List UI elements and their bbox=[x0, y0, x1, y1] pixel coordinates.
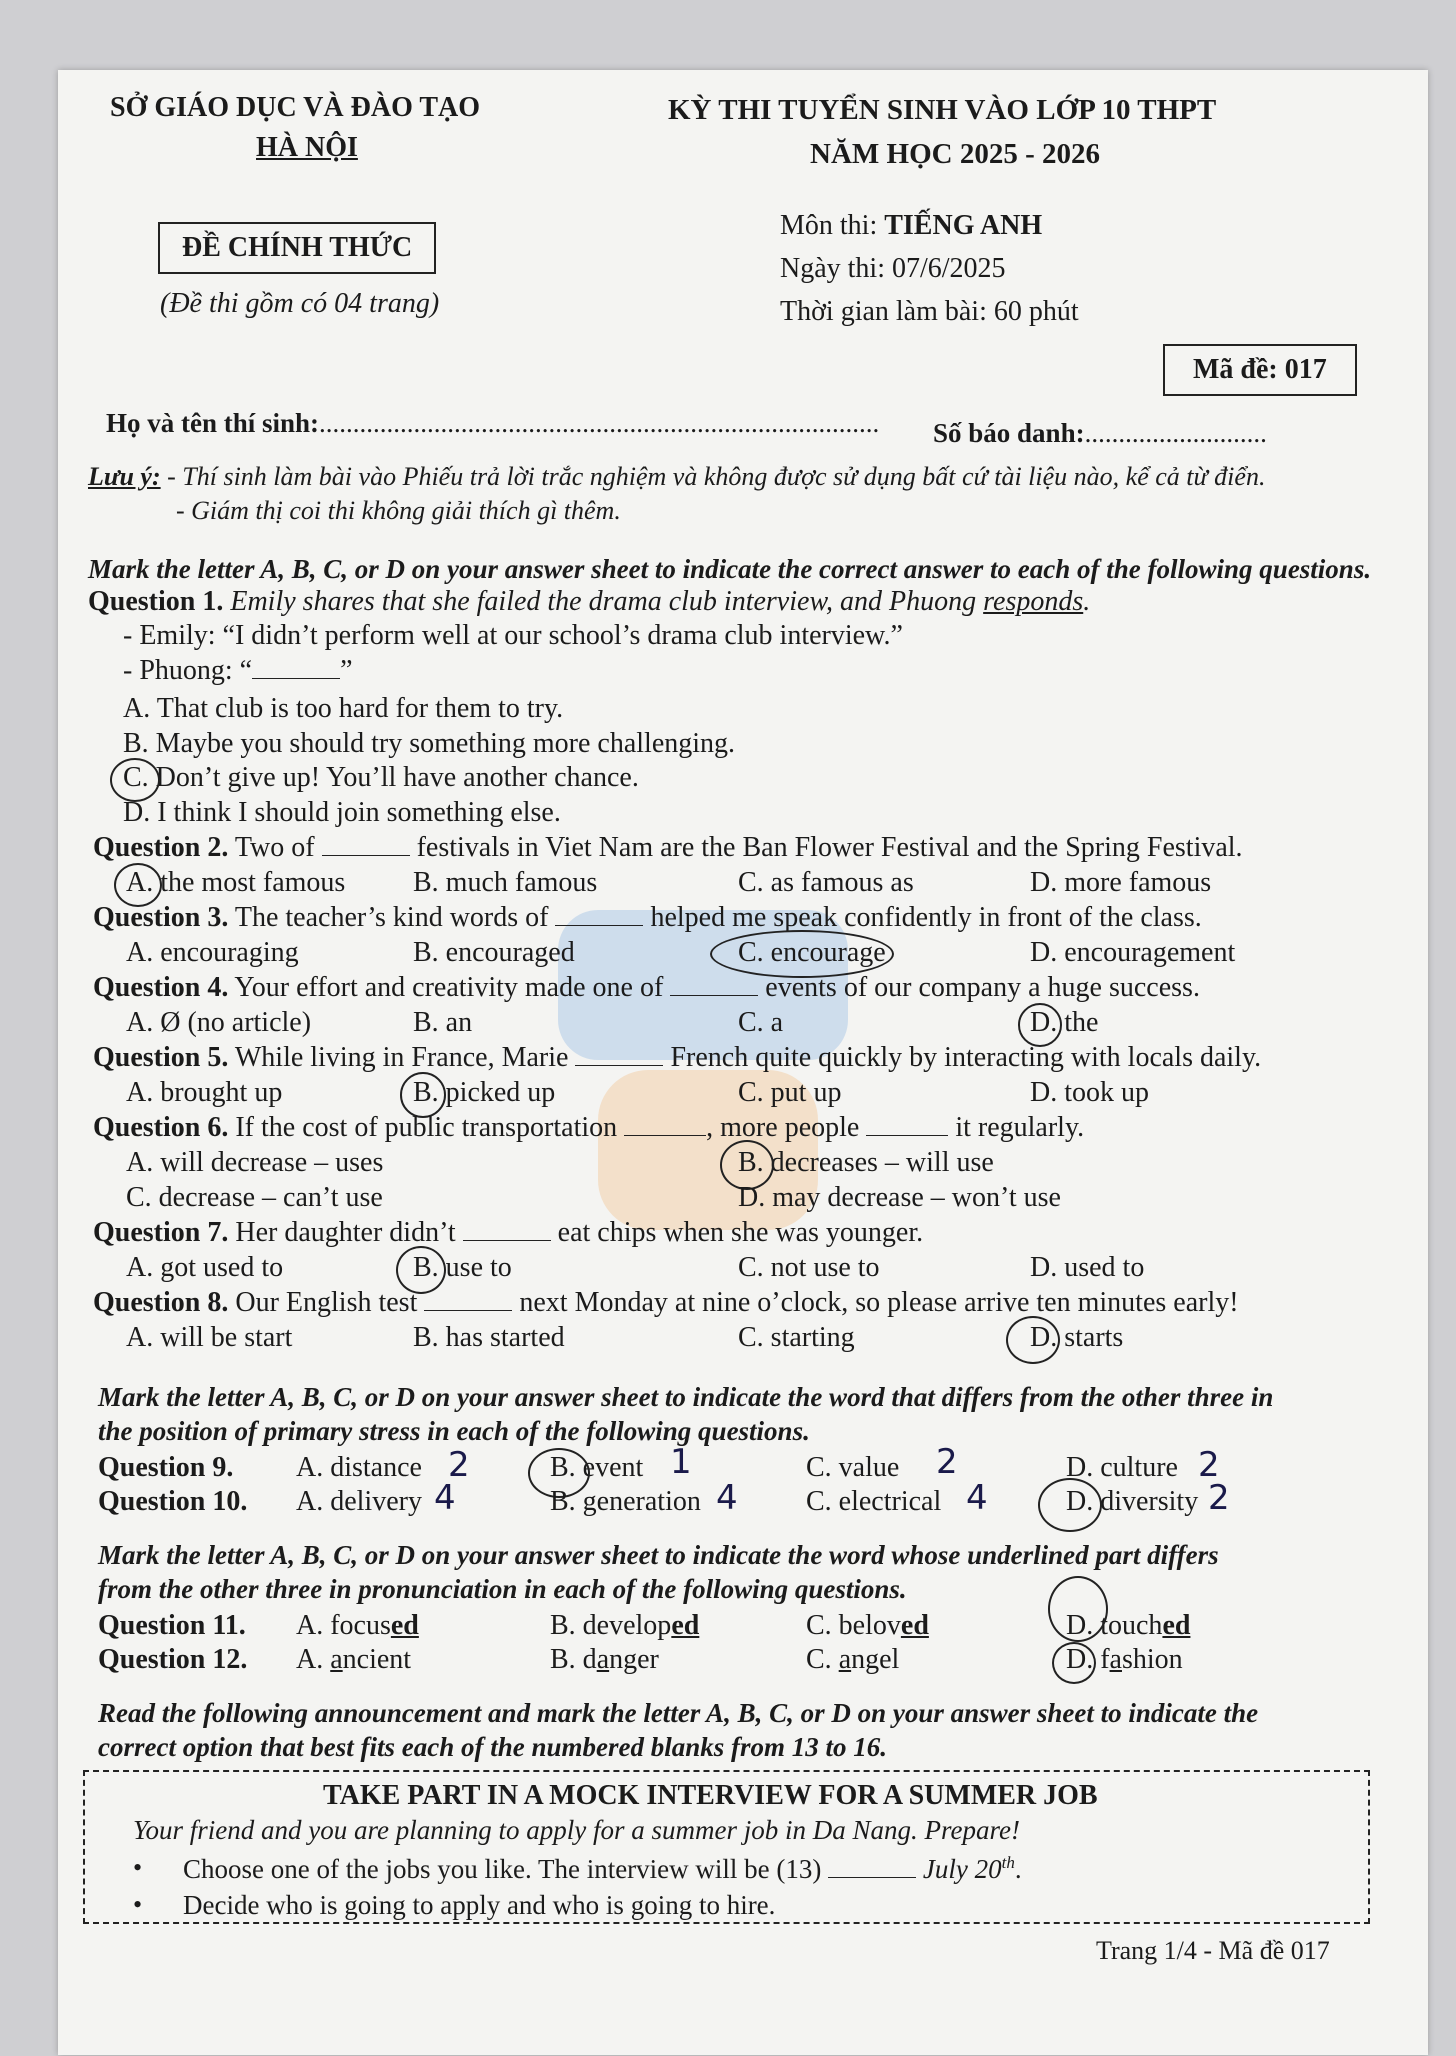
subject-label: Môn thi: bbox=[780, 210, 885, 241]
q5-blank bbox=[575, 1065, 663, 1066]
org-line-1: SỞ GIÁO DỤC VÀ ĐÀO TẠO bbox=[110, 92, 481, 123]
blank-13 bbox=[828, 1877, 916, 1878]
q3-stem-end: helped me speak confidently in front of the class. bbox=[643, 902, 1202, 933]
announcement-title: TAKE PART IN A MOCK INTERVIEW FOR A SUMMER JOB bbox=[323, 1780, 1098, 1811]
notes-text-1: - Thí sinh làm bài vào Phiếu trả lời trắc nghiệm và không được sử dụng bất cứ tài liệu nào, kể cả từ điển. bbox=[167, 462, 1266, 491]
q5-option-b[interactable]: B. picked up bbox=[413, 1077, 556, 1108]
q7-option-b[interactable]: B. use to bbox=[413, 1252, 512, 1283]
q4-option-b[interactable]: B. an bbox=[413, 1007, 473, 1038]
q11-option-b[interactable] bbox=[550, 1610, 699, 1642]
q4-label: Question 4. bbox=[93, 972, 229, 1003]
q12-label: Question 12. bbox=[98, 1644, 248, 1675]
q1-emily-line: - Emily: “I didn’t perform well at our school’s drama club interview.” bbox=[123, 620, 903, 651]
notes-line-2: - Giám thị coi thi không giải thích gì thêm. bbox=[176, 496, 621, 525]
q11-c-text: C. belov bbox=[806, 1610, 901, 1641]
notes-label: Lưu ý: bbox=[88, 462, 161, 491]
section3-instruction-2: from the other three in pronunciation in each of the following questions. bbox=[98, 1574, 907, 1604]
q1-phuong-text: - Phuong: “ bbox=[123, 655, 253, 686]
notes-line-1 bbox=[88, 462, 1265, 492]
q7-label: Question 7. bbox=[93, 1217, 229, 1248]
bullet1-suffix: th bbox=[1001, 1853, 1015, 1872]
q3-option-d[interactable]: D. encouragement bbox=[1030, 937, 1236, 968]
q2-label: Question 2. bbox=[93, 832, 229, 863]
q6-option-a[interactable]: A. will decrease – uses bbox=[126, 1147, 384, 1178]
q8-blank bbox=[424, 1310, 512, 1311]
q11-b-text: B. develop bbox=[550, 1610, 672, 1641]
exam-duration: Thời gian làm bài: 60 phút bbox=[780, 296, 1079, 327]
q7-stem-end: eat chips when she was younger. bbox=[550, 1217, 924, 1248]
bullet1-text: Choose one of the jobs you like. The interview will be (13) bbox=[183, 1854, 829, 1884]
q3-option-c[interactable]: C. encourage bbox=[738, 937, 886, 968]
q8-option-d[interactable]: D. starts bbox=[1030, 1322, 1124, 1353]
q7-stem-text: Her daughter didn’t bbox=[235, 1217, 463, 1248]
q1-option-a[interactable]: A. That club is too hard for them to try. bbox=[123, 693, 564, 724]
q9-label: Question 9. bbox=[98, 1452, 234, 1483]
q1-option-b[interactable]: B. Maybe you should try something more challenging. bbox=[123, 728, 736, 759]
q2-blank bbox=[322, 855, 410, 856]
q10-option-b[interactable]: B. generation bbox=[550, 1486, 701, 1517]
q5-stem-text: While living in France, Marie bbox=[234, 1042, 576, 1073]
q12-c-text: C. bbox=[806, 1644, 839, 1675]
q9-note-a: 2 bbox=[448, 1445, 470, 1485]
q12-c-underlined: a bbox=[838, 1644, 852, 1675]
q8-stem-text: Our English test bbox=[235, 1287, 425, 1318]
q1-blank bbox=[252, 678, 340, 679]
q3-blank bbox=[555, 925, 643, 926]
bullet1-date: July 20 bbox=[916, 1854, 1002, 1884]
q8-option-a[interactable]: A. will be start bbox=[126, 1322, 293, 1353]
q6-stem-text: If the cost of public transportation bbox=[235, 1112, 625, 1143]
section4-instruction-2: correct option that best fits each of the numbered blanks from 13 to 16. bbox=[98, 1732, 888, 1762]
q4-blank bbox=[670, 995, 758, 996]
bullet1-end: . bbox=[1014, 1854, 1022, 1884]
q11-option-c[interactable] bbox=[806, 1610, 929, 1642]
q5-option-c[interactable]: C. put up bbox=[738, 1077, 842, 1108]
q10-label: Question 10. bbox=[98, 1486, 248, 1517]
school-year: NĂM HỌC 2025 - 2026 bbox=[810, 138, 1100, 170]
pages-note: (Đề thi gồm có 04 trang) bbox=[160, 288, 440, 319]
page-footer: Trang 1/4 - Mã đề 017 bbox=[1096, 1936, 1330, 1965]
exam-page bbox=[58, 70, 1428, 2055]
announcement-bullet-2: • Decide who is going to apply and who is going to hire. bbox=[183, 1890, 775, 1921]
q10-note-a: 4 bbox=[434, 1478, 456, 1518]
q8-label: Question 8. bbox=[93, 1287, 229, 1318]
q7-option-a[interactable]: A. got used to bbox=[126, 1252, 284, 1283]
q10-note-b: 4 bbox=[716, 1478, 738, 1518]
q6-stem-mid: , more people bbox=[706, 1112, 867, 1143]
q2-option-c[interactable]: C. as famous as bbox=[738, 867, 914, 898]
q4-option-c[interactable]: C. a bbox=[738, 1007, 784, 1038]
q8-stem-end: next Monday at nine o’clock, so please arrive ten minutes early! bbox=[512, 1287, 1239, 1318]
q8-option-c[interactable]: C. starting bbox=[738, 1322, 855, 1353]
q6-stem-end: it regularly. bbox=[948, 1112, 1085, 1143]
announcement-subtitle: Your friend and you are planning to apply for a summer job in Da Nang. Prepare! bbox=[133, 1815, 1020, 1845]
section2-instruction-2: the position of primary stress in each of the following questions. bbox=[98, 1416, 810, 1446]
q11-a-text: A. focus bbox=[296, 1610, 391, 1641]
q10-note-d: 2 bbox=[1208, 1478, 1230, 1518]
q11-option-d[interactable] bbox=[1066, 1610, 1190, 1642]
q1-option-c[interactable]: C. Don’t give up! You’ll have another chance. bbox=[123, 762, 639, 793]
q12-b-text: B. d bbox=[550, 1644, 597, 1675]
q1-option-d[interactable]: D. I think I should join something else. bbox=[123, 797, 561, 828]
q3-option-b[interactable]: B. encouraged bbox=[413, 937, 575, 968]
q5-stem bbox=[93, 1042, 1261, 1074]
q5-option-a[interactable]: A. brought up bbox=[126, 1077, 283, 1108]
q9-option-c[interactable]: C. value bbox=[806, 1452, 900, 1483]
q7-option-d[interactable]: D. used to bbox=[1030, 1252, 1145, 1283]
section1-instruction: Mark the letter A, B, C, or D on your answer sheet to indicate the correct answer to each of the following questions. bbox=[88, 554, 1372, 584]
q4-option-d[interactable]: D. the bbox=[1030, 1007, 1099, 1038]
q10-option-a[interactable]: A. delivery bbox=[296, 1486, 422, 1517]
q1-stem bbox=[88, 586, 1090, 618]
q2-option-a[interactable]: A. the most famous bbox=[126, 867, 346, 898]
q2-stem-end: festivals in Viet Nam are the Ban Flower Festival and the Spring Festival. bbox=[409, 832, 1243, 863]
q7-blank bbox=[463, 1240, 551, 1241]
q12-option-c[interactable] bbox=[806, 1644, 899, 1676]
q6-option-d[interactable]: D. may decrease – won’t use bbox=[738, 1182, 1061, 1213]
q9-option-b[interactable]: B. event bbox=[550, 1452, 644, 1483]
q1-label: Question 1. bbox=[88, 586, 224, 617]
q5-label: Question 5. bbox=[93, 1042, 229, 1073]
q2-stem-text: Two of bbox=[234, 832, 322, 863]
q1-phuong-line bbox=[123, 655, 353, 687]
q3-label: Question 3. bbox=[93, 902, 229, 933]
q9-option-d[interactable]: D. culture bbox=[1066, 1452, 1178, 1483]
q10-option-c[interactable]: C. electrical bbox=[806, 1486, 942, 1517]
q1-stem-underlined: responds bbox=[983, 586, 1084, 617]
q3-stem-text: The teacher’s kind words of bbox=[234, 902, 556, 933]
q4-stem bbox=[93, 972, 1200, 1004]
q11-b-underlined: ed bbox=[671, 1610, 700, 1641]
q6-blank-2 bbox=[866, 1135, 948, 1136]
q9-note-d: 2 bbox=[1198, 1445, 1220, 1485]
exam-date: Ngày thi: 07/6/2025 bbox=[780, 253, 1006, 284]
q11-c-underlined: ed bbox=[900, 1610, 929, 1641]
official-stamp: ĐỀ CHÍNH THỨC bbox=[158, 222, 436, 274]
q12-option-d[interactable] bbox=[1066, 1644, 1183, 1676]
q12-d-rest: shion bbox=[1121, 1644, 1183, 1675]
candidate-name-line bbox=[106, 408, 879, 439]
q1-phuong-end: ” bbox=[340, 655, 353, 686]
q12-b-underlined: a bbox=[596, 1644, 610, 1675]
section2-instruction-1: Mark the letter A, B, C, or D on your answer sheet to indicate the word that differs from the other three in bbox=[98, 1382, 1274, 1412]
subject-line bbox=[780, 210, 1042, 242]
announcement-bullet-1 bbox=[183, 1853, 1022, 1885]
q9-note-c: 2 bbox=[936, 1442, 958, 1482]
q8-stem bbox=[93, 1287, 1239, 1319]
exam-title: KỲ THI TUYỂN SINH VÀO LỚP 10 THPT bbox=[668, 94, 1217, 126]
org-line-2: HÀ NỘI bbox=[256, 132, 358, 163]
candidate-id-label: Số báo danh: bbox=[933, 418, 1085, 448]
q11-d-text: D. touch bbox=[1066, 1610, 1163, 1641]
q1-stem-text: Emily shares that she failed the drama club interview, and Phuong bbox=[230, 586, 984, 617]
q11-label: Question 11. bbox=[98, 1610, 246, 1641]
candidate-name-label: Họ và tên thí sinh: bbox=[106, 408, 320, 438]
q4-stem-end: events of our company a huge success. bbox=[758, 972, 1200, 1003]
q6-stem bbox=[93, 1112, 1084, 1144]
q11-option-a[interactable] bbox=[296, 1610, 419, 1642]
q2-stem bbox=[93, 832, 1243, 864]
q7-option-c[interactable]: C. not use to bbox=[738, 1252, 880, 1283]
candidate-id-dots: ........................... bbox=[1084, 418, 1267, 448]
q12-d-underlined: a bbox=[1109, 1644, 1122, 1675]
section3-instruction-1: Mark the letter A, B, C, or D on your answer sheet to indicate the word whose underlined part differs bbox=[98, 1540, 1219, 1570]
q5-option-d[interactable]: D. took up bbox=[1030, 1077, 1149, 1108]
q12-a-underlined: a bbox=[330, 1644, 343, 1675]
candidate-id-line bbox=[933, 418, 1267, 449]
q6-option-b[interactable]: B. decreases – will use bbox=[738, 1147, 994, 1178]
q6-blank-1 bbox=[624, 1135, 706, 1136]
subject: TIẾNG ANH bbox=[884, 210, 1043, 241]
q3-stem bbox=[93, 902, 1202, 934]
candidate-name-dots: ................................................................................... bbox=[319, 408, 880, 438]
q12-d-text: D. f bbox=[1066, 1644, 1110, 1675]
q12-a-text: A. bbox=[296, 1644, 331, 1675]
q12-b-rest: nger bbox=[609, 1644, 659, 1675]
q1-stem-end: . bbox=[1083, 586, 1091, 617]
q6-option-c[interactable]: C. decrease – can’t use bbox=[126, 1182, 383, 1213]
q2-option-b[interactable]: B. much famous bbox=[413, 867, 598, 898]
q10-option-d[interactable]: D. diversity bbox=[1066, 1486, 1199, 1517]
q12-a-rest: ncient bbox=[342, 1644, 412, 1675]
q2-option-d[interactable]: D. more famous bbox=[1030, 867, 1212, 898]
q10-note-c: 4 bbox=[966, 1478, 988, 1518]
q5-stem-end: French quite quickly by interacting with locals daily. bbox=[663, 1042, 1262, 1073]
q8-option-b[interactable]: B. has started bbox=[413, 1322, 565, 1353]
q3-option-a[interactable]: A. encouraging bbox=[126, 937, 299, 968]
q7-stem bbox=[93, 1217, 923, 1249]
q4-option-a[interactable]: A. Ø (no article) bbox=[126, 1007, 312, 1038]
exam-code: Mã đề: 017 bbox=[1163, 344, 1357, 396]
q11-a-underlined: ed bbox=[390, 1610, 419, 1641]
q12-option-b[interactable] bbox=[550, 1644, 659, 1676]
q11-d-underlined: ed bbox=[1162, 1610, 1191, 1641]
q4-stem-text: Your effort and creativity made one of bbox=[234, 972, 671, 1003]
q9-note-b: 1 bbox=[670, 1442, 692, 1482]
section4-instruction-1: Read the following announcement and mark the letter A, B, C, or D on your answer sheet to indicate the bbox=[98, 1698, 1259, 1728]
q12-c-rest: ngel bbox=[851, 1644, 900, 1675]
q12-option-a[interactable] bbox=[296, 1644, 411, 1676]
q6-label: Question 6. bbox=[93, 1112, 229, 1143]
q9-option-a[interactable]: A. distance bbox=[296, 1452, 422, 1483]
